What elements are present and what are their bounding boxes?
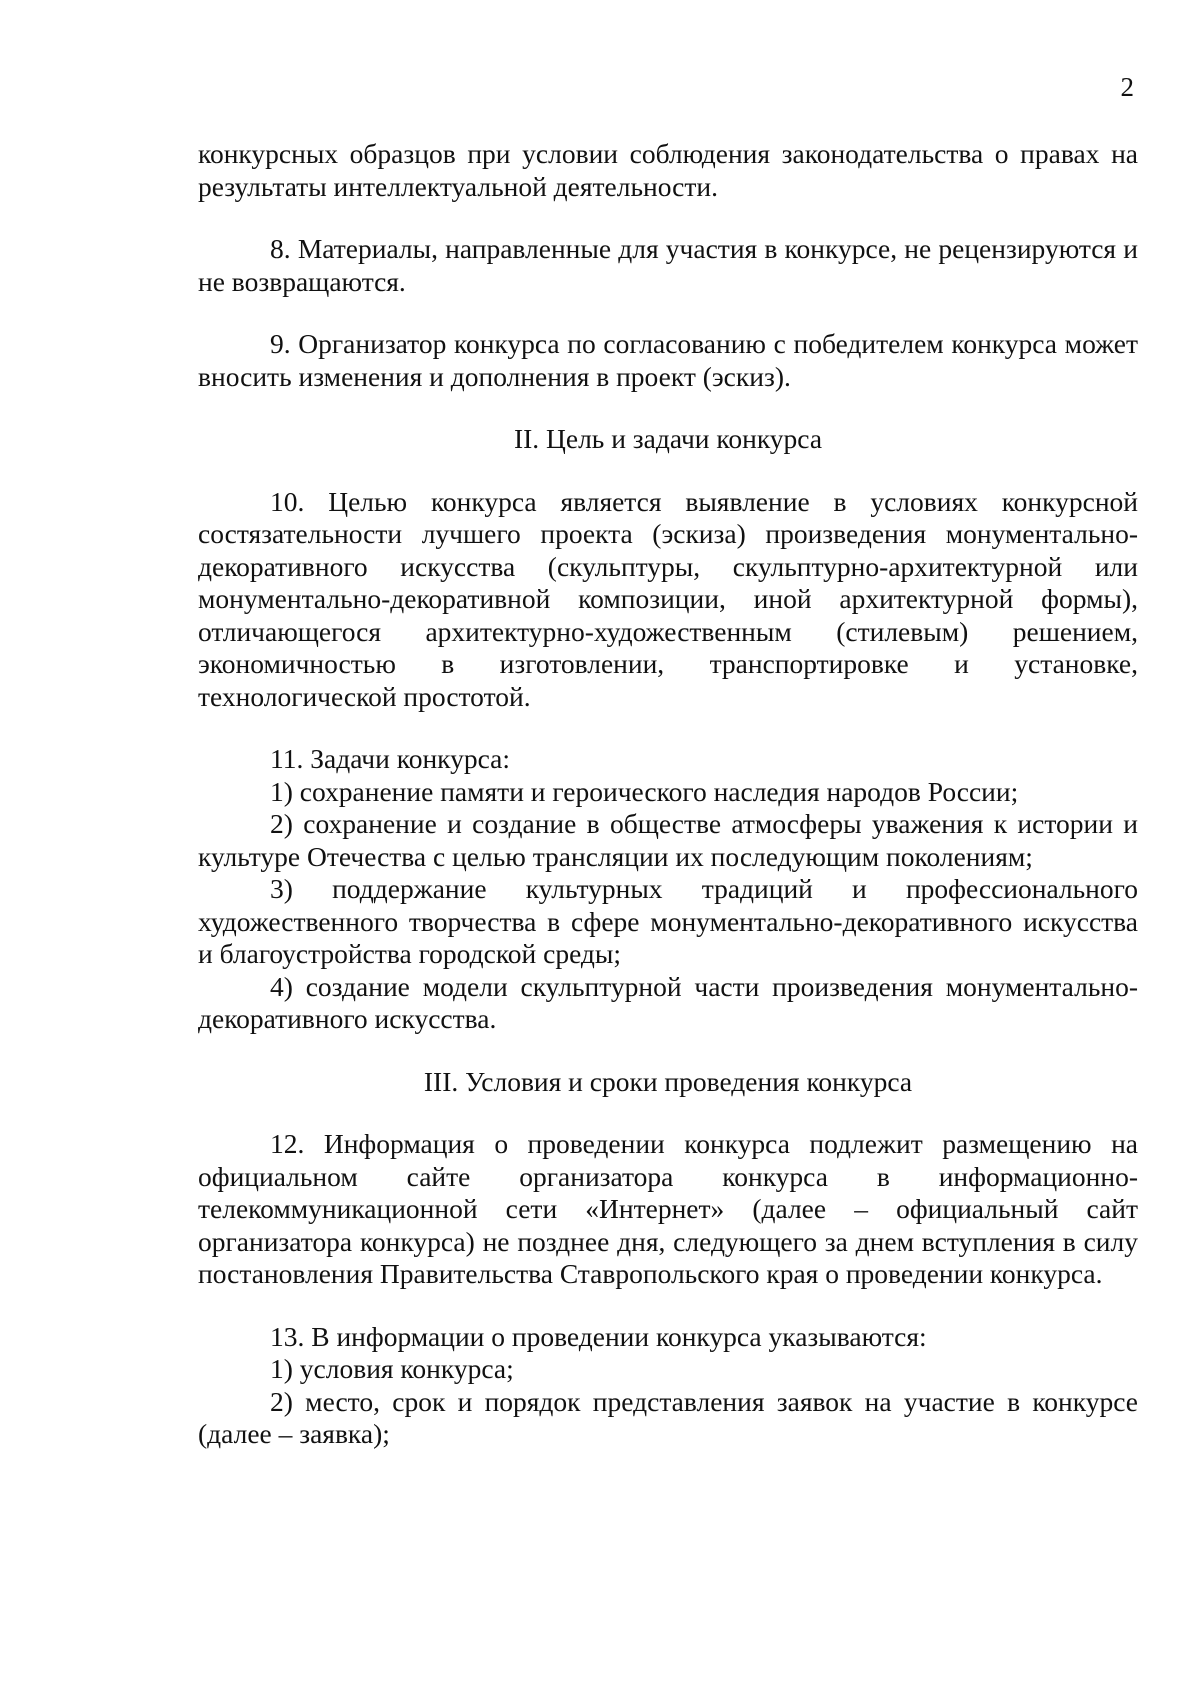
paragraph-11-item-2: 2) сохранение и создание в обществе атмосферы уважения к истории и культуре Отечества с целью трансляции их последующим поколениям; [198, 808, 1138, 872]
paragraph-10: 10. Целью конкурса является выявление в условиях конкурсной состязательности лучшего проекта (эскиза) произведения монументально-декоративного искусства (скульптуры, скульптурно-архитектурной или монументально-декоративной композиции, иной архитектурной формы), отличающегося архитектурно-художественным (стилевым) решением, экономичностью в изготовлении, транспортировке и установке, технологической простотой. [198, 485, 1138, 712]
paragraph-continuation: конкурсных образцов при условии соблюдения законодательства о правах на результаты интеллектуальной деятельности. [198, 138, 1138, 202]
section-heading-2: II. Цель и задачи конкурса [513, 423, 823, 454]
page-number: 2 [1120, 72, 1134, 102]
paragraph-13: 13. В информации о проведении конкурса указываются: [270, 1320, 927, 1352]
paragraph-11-item-3: 3) поддержание культурных традиций и профессионального художественного творчества в сфере монументально-декоративного искусства и благоустройства городской среды; [198, 873, 1138, 969]
paragraph-13-item-2: 2) место, срок и порядок представления заявок на участие в конкурсе (далее – заявка); [198, 1385, 1138, 1449]
paragraph-8: 8. Материалы, направленные для участия в конкурсе, не рецензируются и не возвращаются. [198, 233, 1138, 297]
section-heading-3: III. Условия и сроки проведения конкурса [423, 1065, 913, 1097]
paragraph-9: 9. Организатор конкурса по согласованию с победителем конкурса может вносить изменения и дополнения в проект (эскиз). [198, 328, 1138, 392]
paragraph-13-item-1: 1) условия конкурса; [270, 1353, 514, 1384]
paragraph-12: 12. Информация о проведении конкурса подлежит размещению на официальном сайте организатора конкурса в информационно-телекоммуникационной сети «Интернет» (далее – официальный сайт организатора конкурса) не позднее дня, следующего за днем вступления в силу постановления Правительства Ставропольского края о проведении конкурса. [198, 1128, 1138, 1289]
paragraph-11-item-1: 1) сохранение памяти и героического наследия народов России; [270, 775, 1019, 807]
paragraph-11-item-4: 4) создание модели скульптурной части произведения монументально-декоративного искусства. [198, 970, 1138, 1034]
paragraph-11: 11. Задачи конкурса: [270, 743, 511, 774]
document-body [198, 138, 1138, 1451]
